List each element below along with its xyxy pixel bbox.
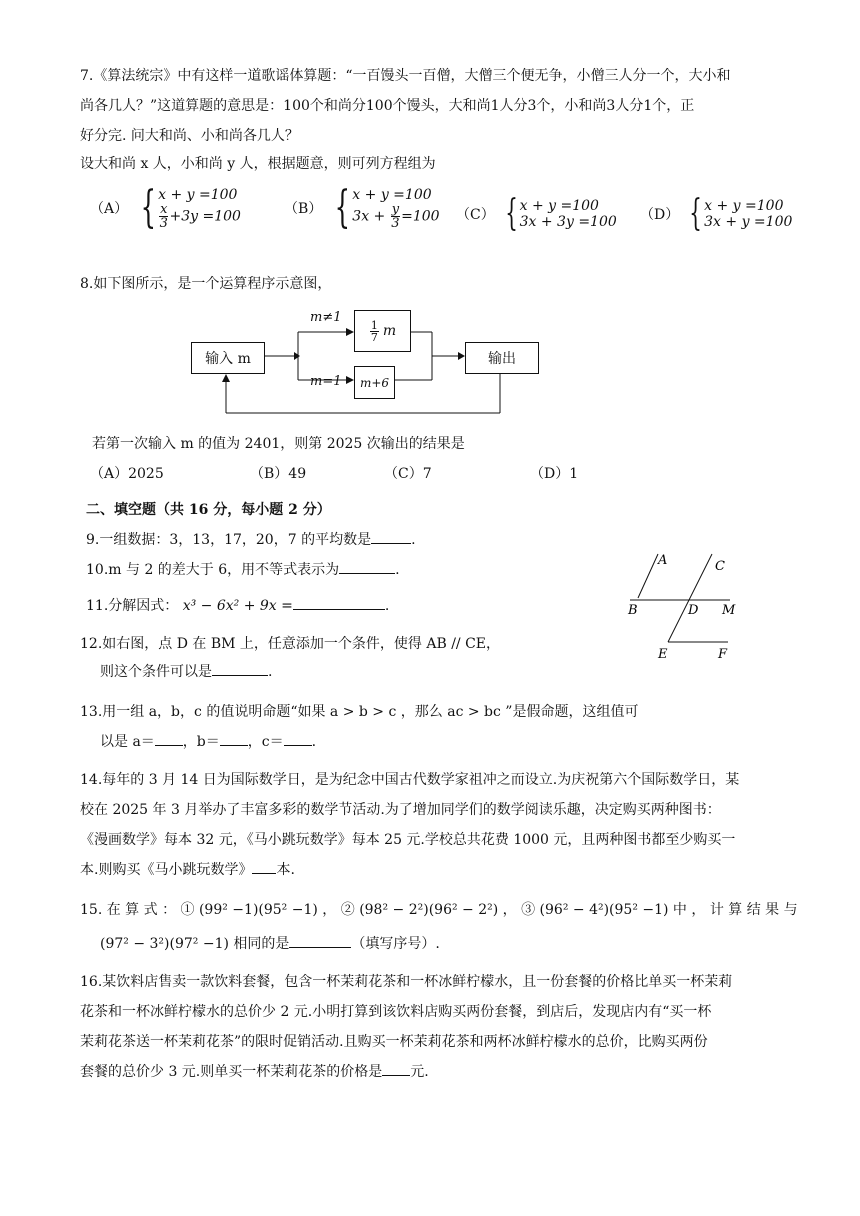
q8-question: 若第一次输入 m 的值为 2401，则第 2025 次输出的结果是 (92, 436, 465, 452)
equation-2: 3x + $\frac{y}{3}$ =100 (352, 201, 440, 231)
label-e: E (658, 647, 668, 662)
label-m: M (722, 603, 736, 618)
q16-line-1: 16.某饮料店售卖一款饮料套餐，包含一杯茉莉花茶和一杯冰鲜柠檬水，且一份套餐的价格比单买一杯茉莉 (80, 974, 733, 990)
q12-line-1: 12.如右图，点 D 在 BM 上，任意添加一个条件，使得 AB // CE， (80, 636, 501, 652)
q10: 10.m 与 2 的差大于 6，用不等式表示为 . (86, 562, 400, 578)
q15-line-1: 15. 在 算 式 ： ① (99² −1)(95² −1) ， ② (98² − 2²)(96² − 2²) ， ③ (96² − 4²)(95² −1) 中 ， 计 算 结 果 与 (80, 902, 798, 918)
q16-line-2: 花茶和一杯冰鲜柠檬水的总价少 2 元.小明打算到该饮料店购买两份套餐，到店后，发现店内有“买一杯 (80, 1004, 712, 1020)
q8-option-d: （D）1 (530, 466, 579, 482)
brace-icon: { (505, 193, 518, 234)
flow-divide-box: $\frac{1}{7}$ m (354, 310, 411, 352)
q7-option-c (456, 193, 617, 234)
q7-line-4: 设大和尚 x 人，小和尚 y 人，根据题意，则可列方程组为 (80, 156, 436, 172)
geometry-figure (620, 550, 750, 665)
brace-icon: { (334, 182, 351, 233)
q11: 11.分解因式： x³ − 6x² + 9x = . (86, 598, 390, 614)
q8-intro: 8.如下图所示，是一个运算程序示意图， (80, 276, 332, 292)
q7-line-3: 好分完. 问大和尚、小和尚各几人？ (80, 128, 299, 144)
q7-line-1: 7.《算法统宗》中有这样一道歌谣体算题：“一百馒头一百僧，大僧三个便无争，小僧三人分一个，大小和 (80, 68, 731, 84)
q8-option-c: （C）7 (384, 466, 432, 482)
equation-2: 3x + y =100 (704, 214, 793, 230)
flow-condition-bottom: m=1 (310, 374, 342, 389)
option-label: （B） (284, 201, 323, 217)
brace-icon: { (689, 193, 703, 234)
equation-1: x + y =100 (352, 186, 432, 203)
flow-input-box: 输入 m (191, 342, 265, 374)
equation-1: x + y =100 (158, 186, 238, 203)
label-d: D (688, 603, 699, 618)
q16-line-3: 茉莉花茶送一杯茉莉花茶”的限时促销活动.且购买一杯茉莉花茶和两杯冰鲜柠檬水的总价，比购买两份 (80, 1034, 708, 1050)
q16-line-4: 套餐的总价少 3 元.则单买一杯茉莉花茶的价格是 元. (80, 1064, 429, 1080)
q13-line-2: 以是 a＝ ，b＝ ，c＝ . (100, 734, 317, 750)
q7-option-a (90, 182, 241, 233)
label-b: B (628, 603, 638, 618)
flow-add-box: m+6 (354, 366, 395, 399)
label-c: C (715, 559, 725, 574)
equation-1: x + y =100 (704, 198, 784, 214)
q14-line-2: 校在 2025 年 3 月举办了丰富多彩的数学节活动.为了增加同学们的数学阅读乐趣，决定购买两种图书： (80, 802, 721, 818)
option-label: （D） (640, 207, 680, 223)
q8-option-b: （B）49 (250, 466, 307, 482)
flow-output-box: 输出 (465, 342, 539, 374)
brace-icon: { (140, 182, 157, 233)
q9: 9.一组数据：3，13，17，20，7 的平均数是 . (86, 532, 416, 548)
q14-line-3: 《漫画数学》每本 32 元，《马小跳玩数学》每本 25 元.学校总共花费 1000 元，且两种图书都至少购买一 (80, 832, 736, 848)
option-label: （A） (90, 201, 129, 217)
q7-option-b (284, 182, 440, 233)
equation-2: $\frac{x}{3}$ +3y =100 (159, 201, 241, 231)
q14-line-4: 本.则购买《马小跳玩数学》 本. (80, 862, 295, 878)
q13-line-1: 13.用一组 a，b，c 的值说明命题“如果 a > b > c ，那么 ac > bc ”是假命题，这组值可 (80, 704, 639, 720)
q7-line-2: 尚各几人？”这道算题的意思是：100个和尚分100个馒头，大和尚1人分3个，小和尚3人分1个，正 (80, 98, 695, 114)
option-label: （C） (456, 207, 495, 223)
equation-2: 3x + 3y =100 (519, 214, 617, 230)
q14-line-1: 14.每年的 3 月 14 日为国际数学日，是为纪念中国古代数学家祖冲之而设立.为庆祝第六个国际数学日，某 (80, 772, 740, 788)
label-a: A (658, 553, 668, 568)
q7-option-d (640, 193, 793, 234)
label-f: F (718, 647, 728, 662)
q8-option-a: （A）2025 (90, 466, 164, 482)
q12-line-2: 则这个条件可以是 . (100, 664, 273, 680)
equation-1: x + y =100 (519, 198, 599, 214)
flow-condition-top: m≠1 (310, 310, 342, 325)
q15-line-2: (97² − 3²)(97² −1) 相同的是 （填写序号）. (100, 936, 440, 952)
section-title: 二、填空题（共 16 分，每小题 2 分） (86, 502, 331, 518)
